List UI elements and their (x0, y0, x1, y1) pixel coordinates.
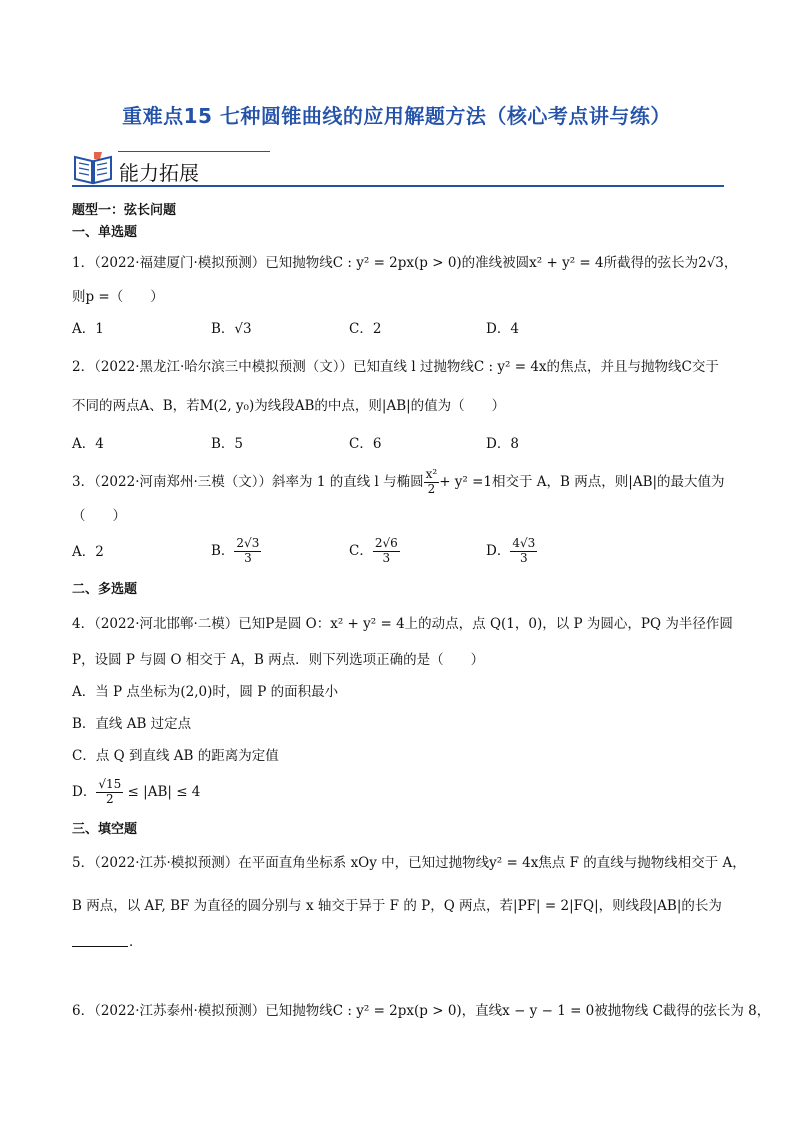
question-4-line-1: 4．（2022·河北邯郸·二模）已知P是圆 O：x² + y² = 4上的动点，点 Q(1，0)，以 P 为圆心，PQ 为半径作圆 (72, 616, 733, 632)
q3-option-d (486, 537, 537, 566)
q3-option-b-num: 2√3 (236, 536, 260, 550)
q3-option-b-den: 3 (244, 550, 252, 565)
q3-option-c-fraction (373, 537, 400, 566)
q2-option-a: A．4 (72, 436, 104, 452)
q3-text-b: + y² =1相交于 A，B 两点，则|AB|的最大值为 (439, 473, 725, 490)
q3-option-a (72, 546, 104, 560)
question-2-line-2: 不同的两点A、B，若M(2, y₀)为线段AB的中点，则|AB|的值为（ ） (72, 398, 506, 414)
q3-option-b-label: B． (211, 542, 235, 559)
question-3-line-1 (72, 468, 725, 497)
q2-option-c: C．6 (349, 436, 382, 452)
q2-option-b: B．5 (211, 436, 244, 452)
q1-option-d: D．4 (486, 321, 519, 337)
question-4-line-2: P，设圆 P 与圆 O 相交于 A，B 两点．则下列选项正确的是（ ） (72, 652, 485, 668)
part1-heading: 一、单选题 (72, 225, 138, 240)
section-header (72, 147, 724, 189)
open-book-icon (72, 149, 114, 185)
q3-option-c-den: 3 (382, 550, 391, 565)
q4-option-d-den: 2 (105, 791, 114, 806)
question-1-line-1: 1．（2022·福建厦门·模拟预测）已知抛物线C : y² = 2px(p > 0)的准线被圆x² + y² = 4所截得的弦长为2√3， (72, 255, 738, 271)
q3-frac-num: x² (425, 467, 438, 481)
q3-option-c-label: C． (349, 542, 373, 559)
question-6-line-1: 6．（2022·江苏泰州·模拟预测）已知抛物线C : y² = 2px(p > 0)，直线x − y − 1 = 0被抛物线 C截得的弦长为 8， (72, 1003, 771, 1019)
q3-option-d-num: 4√3 (512, 536, 536, 550)
q3-text-a: 3．（2022·河南郑州·三模（文））斜率为 1 的直线 l 与椭圆 (72, 473, 424, 490)
q3-option-c (349, 537, 400, 566)
q3-option-d-den: 3 (519, 550, 528, 565)
question-5-line-2: B 两点，以 AF, BF 为直径的圆分别与 x 轴交于异于 F 的 P，Q 两点，若|PF| = 2|FQ|，则线段|AB|的长为 (72, 898, 722, 914)
q4-option-d-tail: ≤ |AB| ≤ 4 (127, 783, 201, 800)
question-3-line-2: （ ） (72, 508, 126, 524)
q4-option-d-num: √15 (98, 777, 122, 791)
q3-option-a-label: A． (72, 544, 96, 560)
q1-option-c: C．2 (349, 321, 382, 337)
q4-option-c: C．点 Q 到直线 AB 的距离为定值 (72, 748, 279, 764)
q4-option-d-fraction (96, 778, 123, 807)
q4-option-a: A．当 P 点坐标为(2,0)时，圆 P 的面积最小 (72, 684, 339, 700)
q3-option-b (211, 537, 261, 566)
q4-option-b: B．直线 AB 过定点 (72, 716, 192, 732)
page-title: 重难点15 七种圆锥曲线的应用解题方法（核心考点讲与练） (122, 104, 671, 128)
q1-option-a: A．1 (72, 321, 104, 337)
q3-frac-den: 2 (427, 481, 436, 496)
part3-heading: 三、填空题 (72, 822, 138, 837)
question-5-line-3: ． (129, 934, 143, 950)
q3-fraction (424, 468, 440, 497)
q3-option-d-fraction (510, 537, 537, 566)
q4-option-d (72, 778, 200, 807)
type-heading: 题型一：弦长问题 (72, 203, 177, 218)
question-1-line-2: 则p =（ ） (72, 289, 164, 305)
q3-option-b-fraction (234, 537, 261, 566)
question-5-line-1: 5．（2022·江苏·模拟预测）在平面直角坐标系 xOy 中，已知过抛物线y² = 4x焦点 F 的直线与抛物线相交于 A， (72, 855, 746, 871)
q2-option-d: D．8 (486, 436, 519, 452)
part2-heading: 二、多选题 (72, 582, 138, 597)
q3-option-d-label: D． (486, 542, 511, 559)
q1-option-b: B．√3 (211, 321, 252, 337)
answer-blank (72, 946, 128, 947)
question-2-line-1: 2．（2022·黑龙江·哈尔滨三中模拟预测（文））已知直线 l 过抛物线C : y² = 4x的焦点，并且与抛物线C交于 (72, 359, 719, 375)
section-divider (72, 185, 724, 187)
section-label: 能力拓展 (119, 161, 199, 185)
q4-option-d-label: D． (72, 783, 97, 800)
q3-option-a-value: 2 (95, 544, 104, 560)
header-accent-line (118, 151, 270, 152)
q3-option-c-num: 2√6 (374, 536, 398, 550)
